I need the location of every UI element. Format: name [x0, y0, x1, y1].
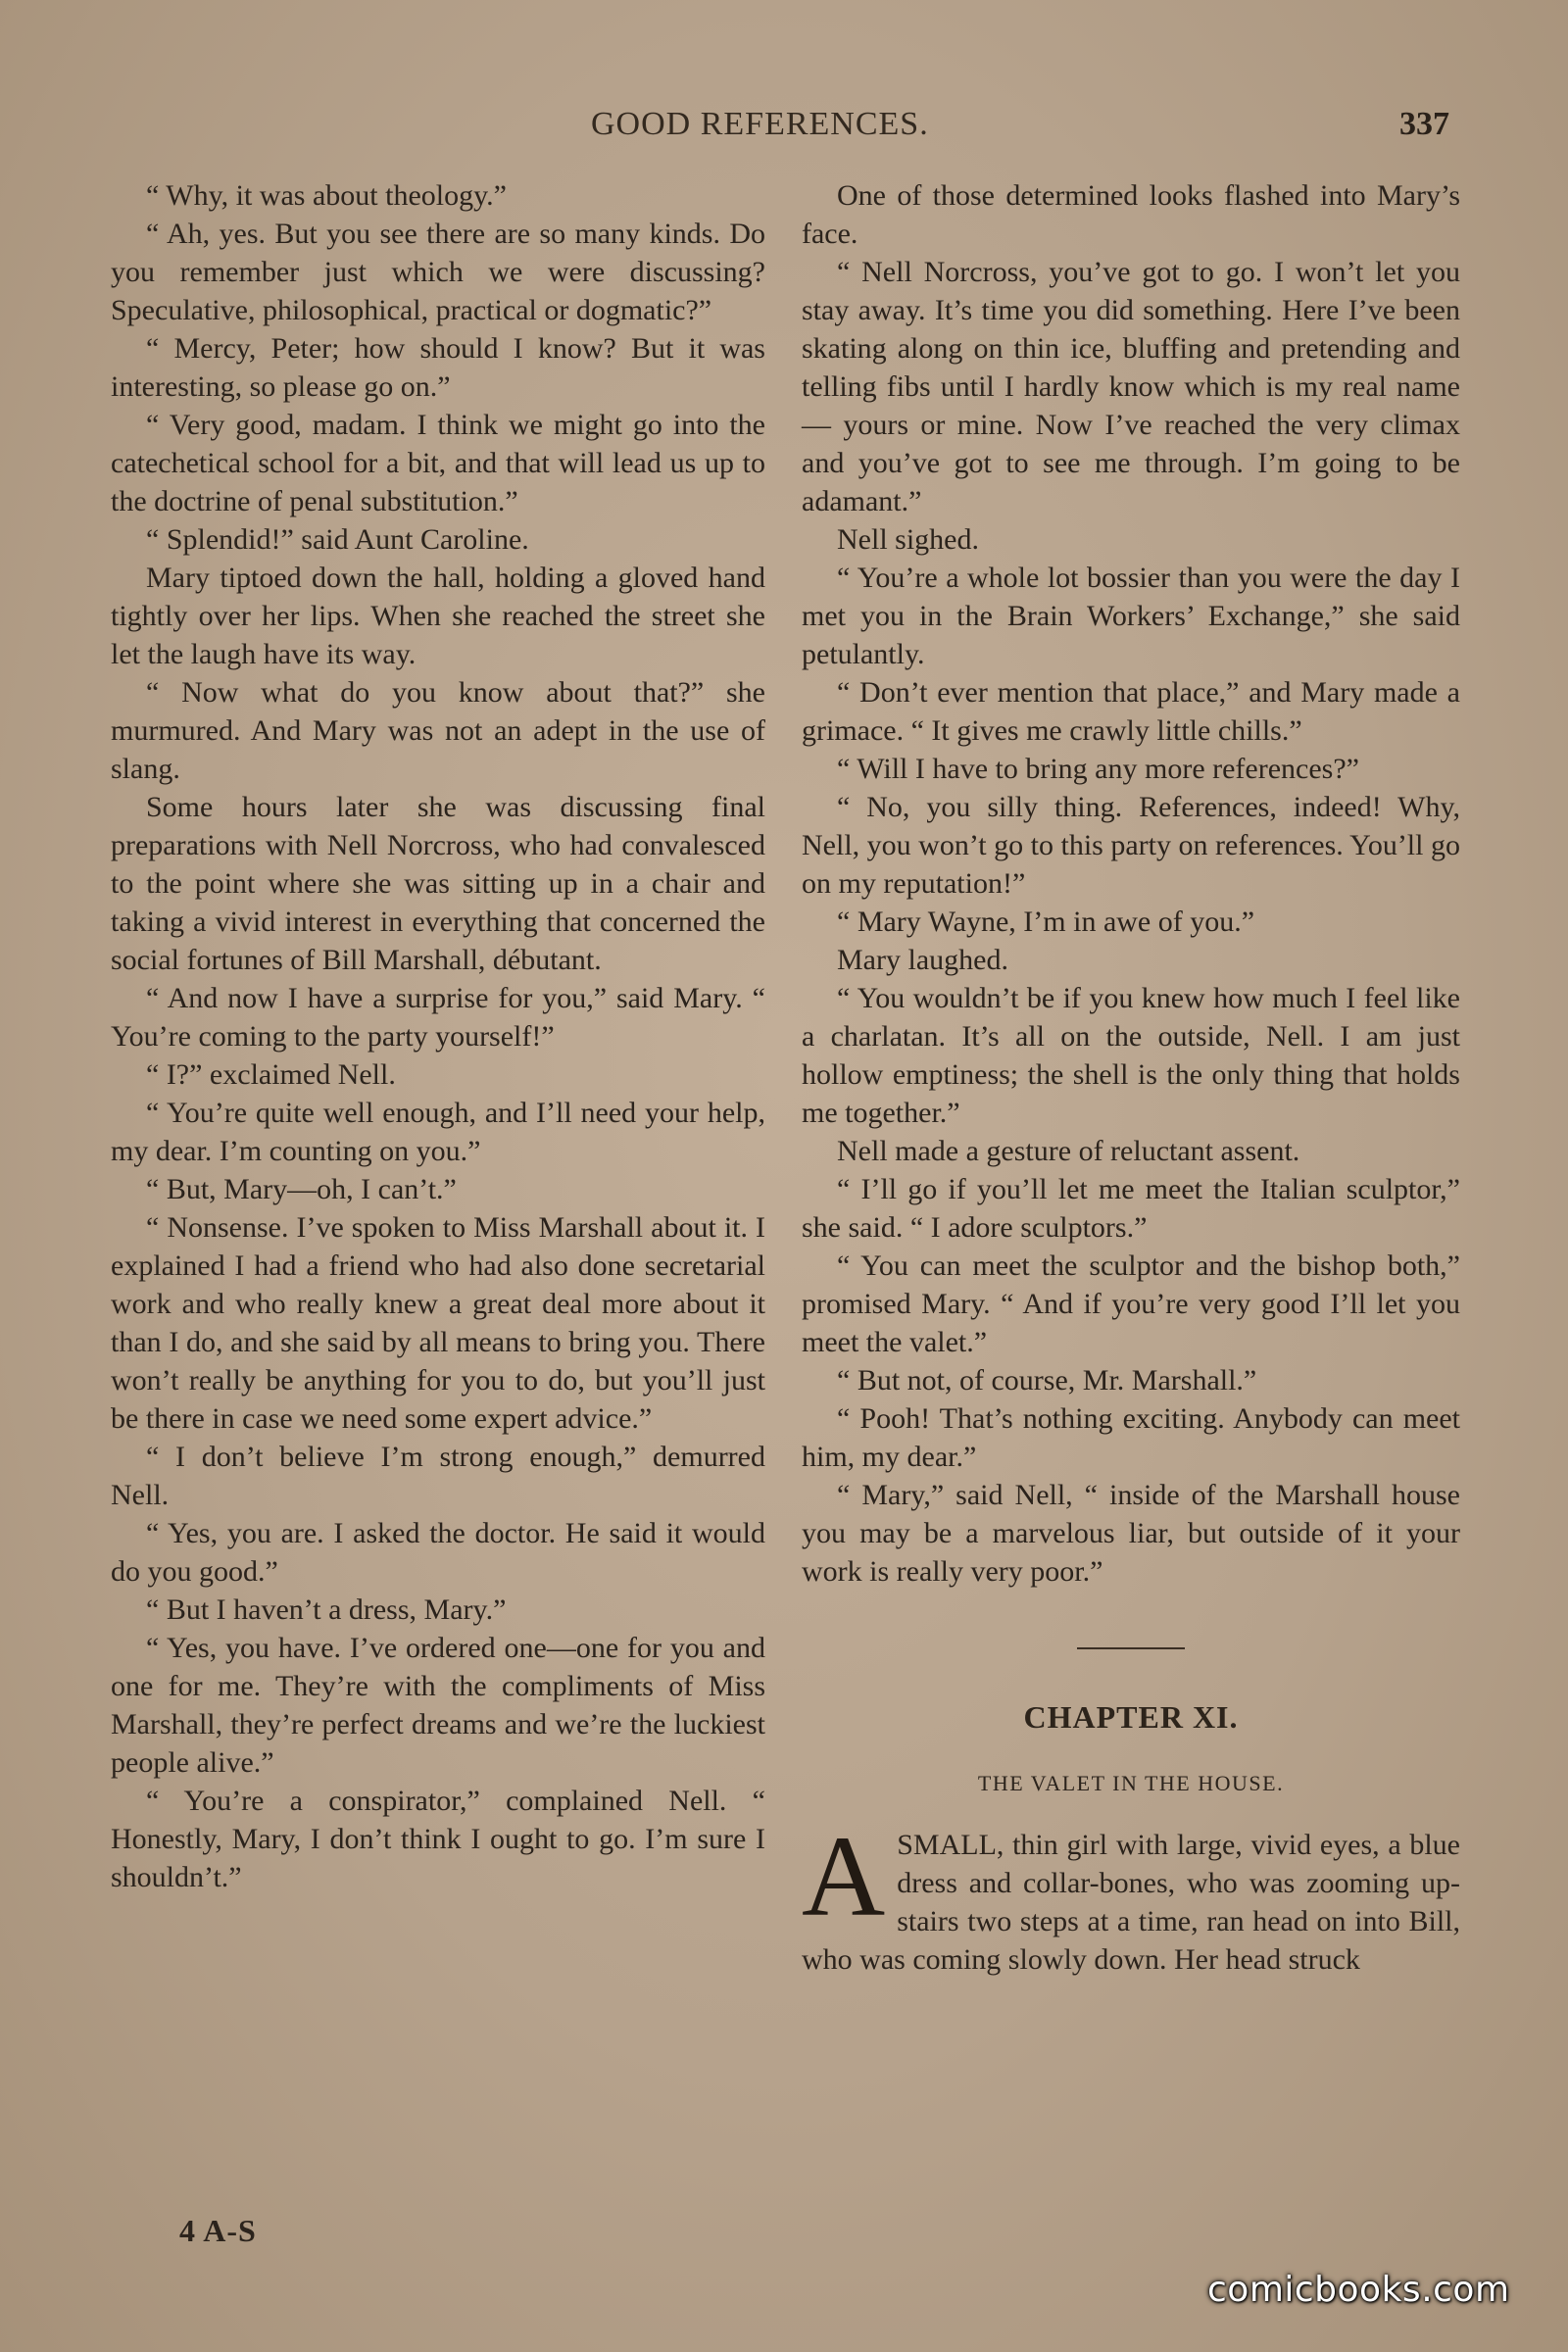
- paragraph: “ You’re quite well enough, and I’ll need your help, my dear. I’m counting on you.”: [111, 1097, 765, 1167]
- paragraph: “ But I haven’t a dress, Mary.”: [146, 1593, 507, 1626]
- paragraph: “ Mary,” said Nell, “ inside of the Marshall house you may be a marvelous liar, but outside of it your work is really very poor.”: [802, 1479, 1460, 1588]
- paragraph: “ I?” exclaimed Nell.: [146, 1058, 396, 1091]
- paragraph: “ Now what do you know about that?” she murmured. And Mary was not an adept in the use of slang.: [111, 676, 765, 785]
- paragraph: “ Splendid!” said Aunt Caroline.: [146, 523, 529, 556]
- paragraph: “ You wouldn’t be if you knew how much I feel like a charlatan. It’s all on the outside, Nell. I am just hollow emptiness; the shell is the only thing that holds me together.”: [802, 982, 1460, 1129]
- paragraph: “ Mercy, Peter; how should I know? But it was interesting, so please go on.”: [111, 332, 765, 403]
- signature-mark: 4 A-S: [179, 2213, 257, 2248]
- paragraph: “ But, Mary—oh, I can’t.”: [146, 1173, 457, 1205]
- paragraph: “ Mary Wayne, I’m in awe of you.”: [837, 906, 1255, 938]
- paragraph: “ I’ll go if you’ll let me meet the Italian sculptor,” she said. “ I adore sculptors.”: [802, 1173, 1460, 1244]
- paragraph: “ I don’t believe I’m strong enough,” demurred Nell.: [111, 1441, 765, 1511]
- chapter-opening-paragraph: [802, 1812, 1460, 1979]
- paragraph: “ Why, it was about theology.”: [146, 179, 507, 212]
- paragraph: “ Pooh! That’s nothing exciting. Anybody can meet him, my dear.”: [802, 1402, 1460, 1473]
- paragraph: “ Very good, madam. I think we might go into the catechetical school for a bit, and that will lead us up to the doctrine of penal substitution.”: [111, 409, 765, 517]
- page-number: 337: [1399, 106, 1449, 142]
- paragraph: “ Ah, yes. But you see there are so many kinds. Do you remember just which we were discussing? Speculative, philosophical, practical or dogmatic?”: [111, 218, 765, 326]
- chapter-title: CHAPTER XI.: [1023, 1699, 1239, 1735]
- paragraph: Nell made a gesture of reluctant assent.: [837, 1135, 1300, 1167]
- chapter-subtitle: THE VALET IN THE HOUSE.: [977, 1771, 1285, 1795]
- left-column: [111, 176, 765, 1896]
- paragraph: Nell sighed.: [837, 523, 979, 556]
- paragraph: Some hours later she was discussing final preparations with Nell Norcross, who had convalesced to the point where she was sitting up in a chair and taking a vivid interest in everything that concerned the social fortunes of Bill Marshall, débutant.: [111, 791, 765, 976]
- section-divider: [1077, 1647, 1185, 1649]
- paragraph: Mary tiptoed down the hall, holding a gloved hand tightly over her lips. When she reached the street she let the laugh have its way.: [111, 562, 765, 670]
- paragraph: “ Yes, you have. I’ve ordered one—one for you and one for me. They’re with the compliments of Miss Marshall, they’re perfect dreams and we’re the luckiest people alive.”: [111, 1632, 765, 1779]
- paragraph: “ No, you silly thing. References, indeed! Why, Nell, you won’t go to this party on references. You’ll go on my reputation!”: [802, 791, 1460, 900]
- paragraph: “ Don’t ever mention that place,” and Mary made a grimace. “ It gives me crawly little chills.”: [802, 676, 1460, 747]
- paragraph: Mary laughed.: [837, 944, 1008, 976]
- paragraph: “ And now I have a surprise for you,” said Mary. “ You’re coming to the party yourself!”: [111, 982, 765, 1053]
- paragraph: “ Nonsense. I’ve spoken to Miss Marshall about it. I explained I had a friend who had also done secretarial work and who really knew a great deal more about it than I do, and she said by all means to bring you. There won’t really be anything for you to do, but you’ll just be there in case we need some expert advice.”: [111, 1211, 765, 1435]
- paragraph: “ You can meet the sculptor and the bishop both,” promised Mary. “ And if you’re very good I’ll let you meet the valet.”: [802, 1250, 1460, 1358]
- paragraph: “ Will I have to bring any more references?”: [837, 753, 1359, 785]
- paragraph: “ But not, of course, Mr. Marshall.”: [837, 1364, 1257, 1396]
- paragraph: “ Yes, you are. I asked the doctor. He said it would do you good.”: [111, 1517, 765, 1588]
- paragraph: “ You’re a whole lot bossier than you were the day I met you in the Brain Workers’ Exchange,” she said petulantly.: [802, 562, 1460, 670]
- running-head: GOOD REFERENCES.: [591, 106, 929, 142]
- paragraph: “ Nell Norcross, you’ve got to go. I won’t let you stay away. It’s time you did something. Here I’ve been skating along on thin ice, bluffing and pretending and telling fibs until I hardly know which is my real name — yours or mine. Now I’ve reached the very climax and you’ve got to see me through. I’m going to be adamant.”: [802, 256, 1460, 517]
- watermark: comicbooks.com: [1207, 2270, 1510, 2310]
- page-header: [0, 106, 1568, 155]
- right-column: [802, 176, 1460, 1979]
- paragraph: One of those determined looks flashed into Mary’s face.: [802, 179, 1460, 250]
- chapter-opening-text: SMALL, thin girl with large, vivid eyes, a blue dress and collar-bones, who was zooming up-stairs two steps at a time, ran head on into Bill, who was coming slowly down. Her head struck: [802, 1829, 1460, 1976]
- drop-cap: A: [802, 1812, 886, 1940]
- paragraph: “ You’re a conspirator,” complained Nell. “ Honestly, Mary, I don’t think I ought to go. I’m sure I shouldn’t.”: [111, 1785, 765, 1893]
